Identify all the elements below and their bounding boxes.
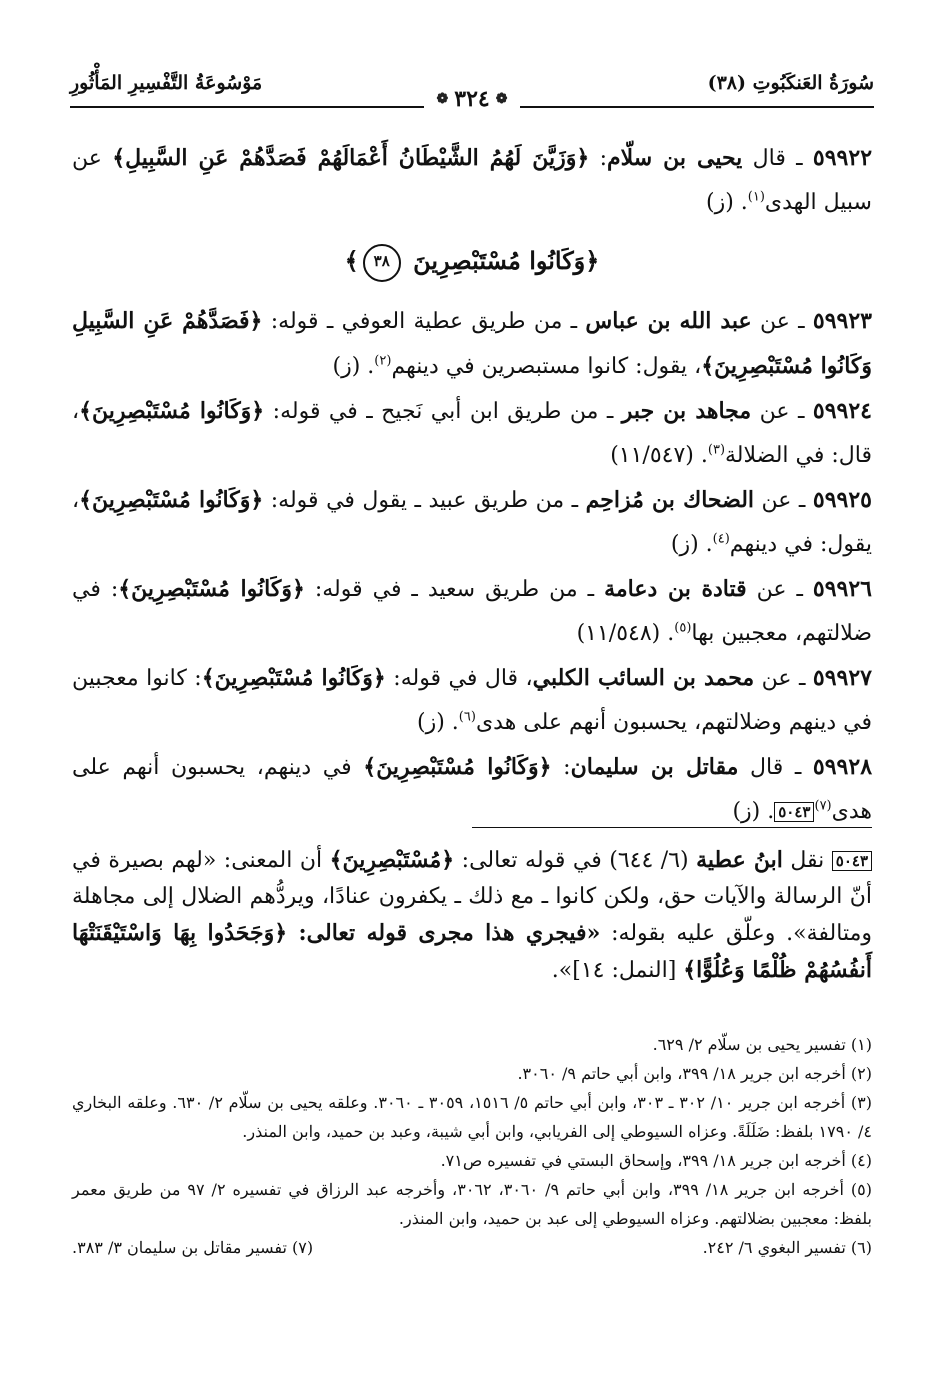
- entry-number: ٥٩٩٢٤: [812, 398, 872, 424]
- footnote-3: (٣) أخرجه ابن جرير ١٠/ ٣٠٢ ـ ٣٠٣، وابن أبي حاتم ٥/ ١٥١٦، ٣٠٥٩ ـ ٣٠٦٠. وعلقه يحيى بن سلّام ٢/ ٦٣٠. وعلقه البخاري ٤/ ١٧٩٠ بلفظ: ضَلَلَةً. وعزاه السيوطي إلى الفريابي، وابن أبي شيبة، وعبد بن حميد، وابن المنذر.: [72, 1093, 873, 1141]
- quran-quote: ﴿وَكَانُوا مُسْتَبْصِرِينَ﴾: [118, 576, 305, 602]
- entry-59927: [72, 656, 872, 745]
- footnote-marker: (٦): [458, 709, 476, 725]
- entry-text: في دينهم، يحسبون أنهم على هدى: [72, 755, 872, 824]
- verse-heading: [72, 239, 872, 283]
- quran-quote: ﴿وَزَيَّنَ لَهُمُ الشَّيْطَانُ أَعْمَالَهُمْ فَصَدَّهُمْ عَنِ السَّبِيلِ﴾: [112, 145, 590, 171]
- ornament-icon: ❁: [436, 91, 449, 107]
- verse-heading-text: ﴿وَكَانُوا مُسْتَبْصِرِينَ: [413, 246, 600, 275]
- entry-59925: [72, 478, 872, 567]
- quran-quote: ﴿فَصَدَّهُمْ عَنِ السَّبِيلِ وَكَانُوا مُسْتَبْصِرِينَ﴾: [72, 308, 872, 379]
- commentary-block: [72, 842, 872, 989]
- book-title: مَوْسُوعَةُ التَّفْسِيرِ المَأْثُورِ: [70, 72, 263, 94]
- entry-text: ـ من طريق عطية العوفي ـ قوله:: [262, 309, 586, 334]
- entry-text: :: [551, 755, 571, 780]
- entry-text: ، يقول: في دينهم: [72, 488, 872, 557]
- footnote-4: (٤) أخرجه ابن جرير ١٨/ ٣٩٩، وإسحاق البستي في تفسيره ص٧١.: [440, 1151, 872, 1170]
- entry-59928: [72, 745, 872, 834]
- narrator-name: مجاهد بن جبر: [621, 398, 752, 424]
- quran-quote: ﴿وَكَانُوا مُسْتَبْصِرِينَ﴾: [201, 665, 386, 691]
- entry-source-tag: . (ز): [417, 710, 459, 735]
- quran-quote: ﴿وَكَانُوا مُسْتَبْصِرِينَ﴾: [79, 398, 265, 424]
- entry-intro: ـ عن: [754, 666, 806, 691]
- footnotes: [72, 1030, 872, 1262]
- aya-number-mark: ٣٨: [363, 244, 401, 282]
- footnote-marker: (١): [747, 189, 765, 205]
- main-text: [72, 136, 872, 834]
- narrator-name: يحيى بن سلّام: [606, 145, 743, 171]
- footnote-6: (٦) تفسير البغوي ٦/ ٢٤٢.: [702, 1238, 872, 1257]
- entry-source-tag: . (١١/٥٤٧): [610, 443, 708, 468]
- quran-quote: ﴿وَكَانُوا مُسْتَبْصِرِينَ﴾: [79, 487, 264, 513]
- entry-source-tag: . (ز): [705, 190, 748, 215]
- entry-intro: ـ عن: [754, 488, 806, 513]
- entry-number: ٥٩٩٢٥: [812, 487, 872, 513]
- entry-number: ٥٩٩٢٣: [812, 308, 872, 334]
- entry-number: ٥٩٩٢٧: [812, 665, 872, 691]
- entry-intro: ـ عن: [751, 399, 805, 424]
- footnote-5: (٥) أخرجه ابن جرير ١٨/ ٣٩٩، وابن أبي حاتم ٩/ ٣٠٦٠، ٣٠٦٢، وأخرجه عبد الرزاق في تفسيره ٢/ ٩٧ من طريق معمر بلفظ: معجبين بضلالتهم. وعزاه السيوطي إلى عبد بن حميد، وابن المنذر.: [72, 1180, 873, 1228]
- quran-quote: ﴿وَكَانُوا مُسْتَبْصِرِينَ﴾: [363, 754, 552, 780]
- entry-59926: [72, 567, 872, 656]
- footnote-marker: (٢): [374, 353, 392, 369]
- ornament-icon: ❁: [495, 91, 508, 107]
- surah-title: سُورَةُ العَنكَبُوتِ (٣٨): [707, 72, 874, 94]
- entry-text: ـ من طريق عبيد ـ يقول في قوله:: [263, 488, 586, 513]
- commentary-author: ابنُ عطية: [696, 847, 783, 873]
- commentary-text: [النمل: ١٤]».: [551, 958, 684, 983]
- commentary-bold-text: «فيجري هذا مجرى قوله تعالى:: [287, 920, 601, 946]
- footnote-1: (١) تفسير يحيى بن سلّام ٢/ ٦٢٩.: [652, 1035, 872, 1054]
- entry-source-tag: . (ز): [332, 354, 375, 379]
- narrator-name: عبد الله بن عباس: [585, 308, 752, 334]
- footnote-7: (٧) تفسير مقاتل بن سليمان ٣/ ٣٨٣.: [72, 1238, 314, 1257]
- entry-text: ، يقول: كانوا مستبصرين في دينهم: [391, 354, 702, 379]
- page-header: [70, 62, 874, 118]
- entry-text: ـ من طريق سعيد ـ في قوله:: [304, 577, 605, 602]
- header-rule-left: [70, 106, 424, 108]
- entry-text: ، قال: في الضلالة: [72, 399, 872, 468]
- entry-text: ، قال في قوله:: [385, 666, 533, 691]
- verse-heading-close: ﴾: [344, 246, 359, 275]
- commentary-text: (٦/ ٦٤٤) في قوله تعالى:: [454, 848, 697, 873]
- entry-source-tag: . (ز): [732, 799, 775, 824]
- entry-text: : كانوا معجبين في دينهم وضلالتهم، يحسبون أنهم على هدى: [72, 666, 872, 735]
- page-number: [437, 86, 508, 112]
- entry-text: ـ من طريق ابن أبي نَجيح ـ في قوله:: [264, 399, 622, 424]
- quran-quote: ﴿وَجَحَدُوا بِهَا وَاسْتَيْقَنَتْهَا أَنفُسُهُمْ ظُلْمًا وَعُلُوًّا﴾: [72, 920, 872, 983]
- entry-59923: [72, 299, 872, 389]
- entry-intro: ـ عن: [746, 577, 803, 602]
- narrator-name: قتادة بن دعامة: [604, 576, 747, 602]
- narrator-name: مقاتل بن سليمان: [570, 754, 739, 780]
- header-rule-right: [520, 106, 874, 108]
- commentary-separator: [472, 827, 872, 828]
- entry-number: ٥٩٩٢٨: [812, 754, 873, 780]
- footnotes-last-row: [72, 1233, 872, 1262]
- entry-source-tag: . (ز): [670, 532, 713, 557]
- entry-number: ٥٩٩٢٢: [812, 145, 873, 171]
- entry-text: : في ضلالتهم، معجبين بها: [72, 577, 872, 646]
- commentary-number-box: ٥٠٤٣: [832, 851, 872, 871]
- footnote-marker: (٧): [814, 798, 832, 814]
- entry-text: عن سبيل الهدى: [72, 146, 872, 215]
- footnote-marker: (٤): [712, 531, 730, 547]
- footnote-marker: (٣): [707, 442, 726, 458]
- commentary-ref-box[interactable]: ٥٠٤٣: [774, 802, 814, 822]
- footnote-2: (٢) أخرجه ابن جرير ١٨/ ٣٩٩، وابن أبي حاتم ٩/ ٣٠٦٠.: [517, 1064, 872, 1083]
- entry-number: ٥٩٩٢٦: [812, 576, 872, 602]
- commentary-text: أن المعنى: «لهم بصيرة في أنّ الرسالة والآيات حق، ولكن كانوا ـ مع ذلك ـ يكفرون عنادًا، ويردُّهم الضلال إلى مجاهلة ومتالفة». وعلّق عليه بقوله:: [72, 848, 872, 946]
- entry-59924: [72, 389, 872, 478]
- page-number-text: ٣٢٤: [454, 86, 490, 112]
- entry-intro: ـ قال: [738, 755, 802, 780]
- entry-source-tag: . (١١/٥٤٨): [576, 621, 675, 646]
- narrator-name: محمد بن السائب الكلبي: [532, 665, 755, 691]
- entry-intro: ـ عن: [751, 309, 805, 334]
- entry-intro: ـ قال: [742, 146, 803, 171]
- footnote-marker: (٥): [674, 620, 692, 636]
- commentary-text: نقل: [782, 848, 832, 873]
- quran-quote: ﴿مُسْتَبْصِرِينَ﴾: [329, 847, 455, 873]
- entry-59922: [72, 136, 872, 225]
- entry-text: :: [589, 146, 607, 171]
- narrator-name: الضحاك بن مُزاحِم: [585, 487, 755, 513]
